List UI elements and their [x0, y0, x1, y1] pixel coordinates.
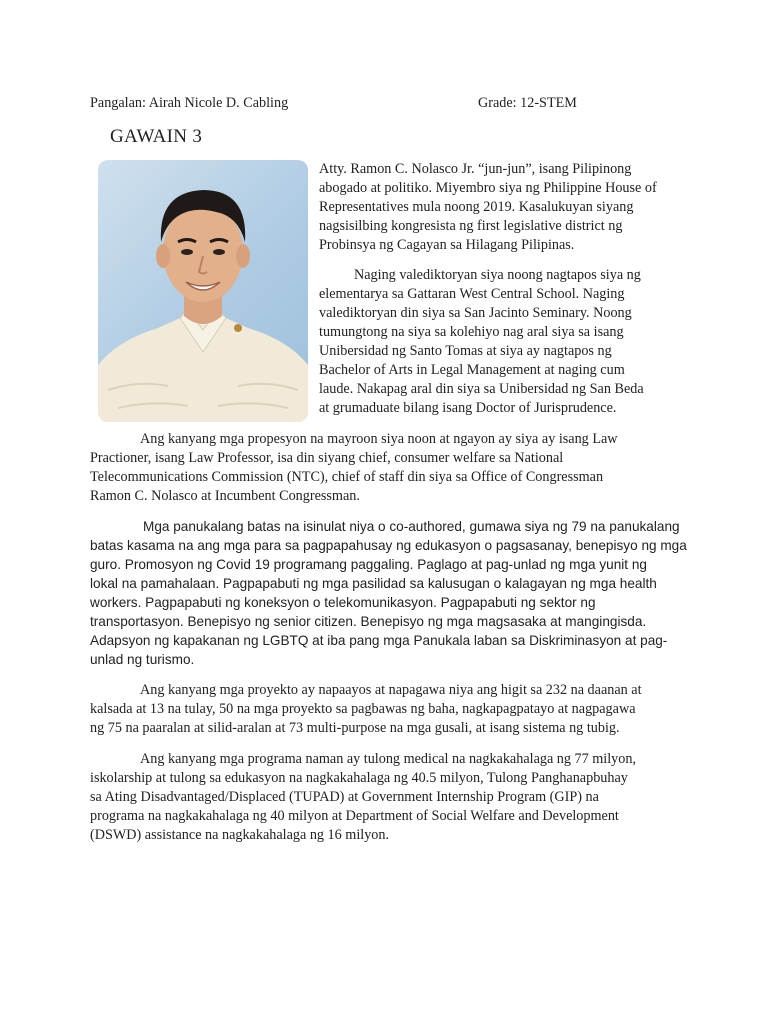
text-line: Bachelor of Arts in Legal Management at naging cum	[319, 362, 625, 378]
text-line: unlad ng turismo.	[90, 652, 195, 667]
text-line: Atty. Ramon C. Nolasco Jr. “jun-jun”, isang Pilipinong	[319, 161, 632, 177]
text-line: Mga panukalang batas na isinulat niya o co-authored, gumawa siya ng 79 na panukalang	[143, 519, 680, 534]
text-line: Naging valediktoryan siya noong nagtapos siya ng	[354, 267, 641, 283]
text-line: elementarya sa Gattaran West Central School. Naging	[319, 286, 625, 302]
text-line: Practioner, isang Law Professor, isa din siyang chief, consumer welfare sa National	[90, 450, 564, 466]
text-line: guro. Promosyon ng Covid 19 programang paggaling. Paglago at pag-unlad ng mga yunit ng	[90, 557, 647, 572]
text-line: ng 75 na paaralan at silid-aralan at 73 multi-purpose na mga gusali, at isang sistema ng tubig.	[90, 720, 620, 736]
text-line: at grumaduate bilang isang Doctor of Jurisprudence.	[319, 400, 617, 416]
text-line: nagsisilbing kongresista ng first legislative district ng	[319, 218, 623, 234]
text-line: programa na nagkakahalaga ng 40 milyon at Department of Social Welfare and Development	[90, 808, 619, 824]
text-line: (DSWD) assistance na nagkakahalaga ng 16 milyon.	[90, 827, 390, 843]
text-line: Representatives mula noong 2019. Kasalukuyan siyang	[319, 199, 634, 215]
page-title: GAWAIN 3	[110, 126, 203, 147]
text-line: Ang kanyang mga propesyon na mayroon siya noon at ngayon ay siya ay isang Law	[140, 431, 618, 447]
text-line: Adapsyon ng kapakanan ng LGBTQ at iba pang mga Panukala laban sa Diskriminasyon at pag-	[90, 633, 668, 648]
portrait-photo	[98, 160, 308, 422]
text-line: workers. Pagpapabuti ng koneksyon o telekomunikasyon. Pagpapabuti ng sektor ng	[90, 595, 596, 610]
text-line: lokal na pamahalaan. Pagpapabuti ng mga pasilidad sa kalusugan o kalagayan ng mga health	[90, 576, 657, 591]
text-line: batas kasama na ang mga para sa pagpapahusay ng edukasyon o pagsasanay, benepisyo ng mga	[90, 538, 687, 553]
person-photo-icon	[98, 160, 308, 422]
text-line: tumungtong na siya sa kolehiyo nag aral siya sa isang	[319, 324, 624, 340]
text-line: sa Ating Disadvantaged/Displaced (TUPAD) at Government Internship Program (GIP) na	[90, 789, 599, 805]
text-line: Unibersidad ng Santo Tomas at siya ay nagtapos ng	[319, 343, 612, 359]
text-line: kalsada at 13 na tulay, 50 na mga proyekto sa pagbawas ng baha, nagkapagpatayo at nagpagawa	[90, 701, 636, 717]
text-line: Ang kanyang mga programa naman ay tulong medical na nagkakahalaga ng 77 milyon,	[140, 751, 637, 767]
text-line: valediktoryan din siya sa San Jacinto Seminary. Noong	[319, 305, 632, 321]
text-line: transportasyon. Benepisyo ng senior citizen. Benepisyo ng mga magsasaka at mangingisda.	[90, 614, 647, 629]
text-line: Telecommunications Commission (NTC), chief of staff din siya sa Office of Congressman	[90, 469, 604, 485]
student-name: Pangalan: Airah Nicole D. Cabling	[90, 95, 289, 111]
text-line: iskolarship at tulong sa edukasyon na nagkakahalaga ng 40.5 milyon, Tulong Panghanapbuhay	[90, 770, 628, 786]
student-grade: Grade: 12-STEM	[478, 95, 577, 111]
text-line: Ang kanyang mga proyekto ay napaayos at napagawa niya ang higit sa 232 na daanan at	[140, 682, 642, 698]
text-line: laude. Nakapag aral din siya sa Unibersidad ng San Beda	[319, 381, 644, 397]
text-line: abogado at politiko. Miyembro siya ng Philippine House of	[319, 180, 657, 196]
text-line: Ramon C. Nolasco at Incumbent Congressman.	[90, 488, 360, 504]
text-line: Probinsya ng Cagayan sa Hilagang Pilipinas.	[319, 237, 575, 253]
